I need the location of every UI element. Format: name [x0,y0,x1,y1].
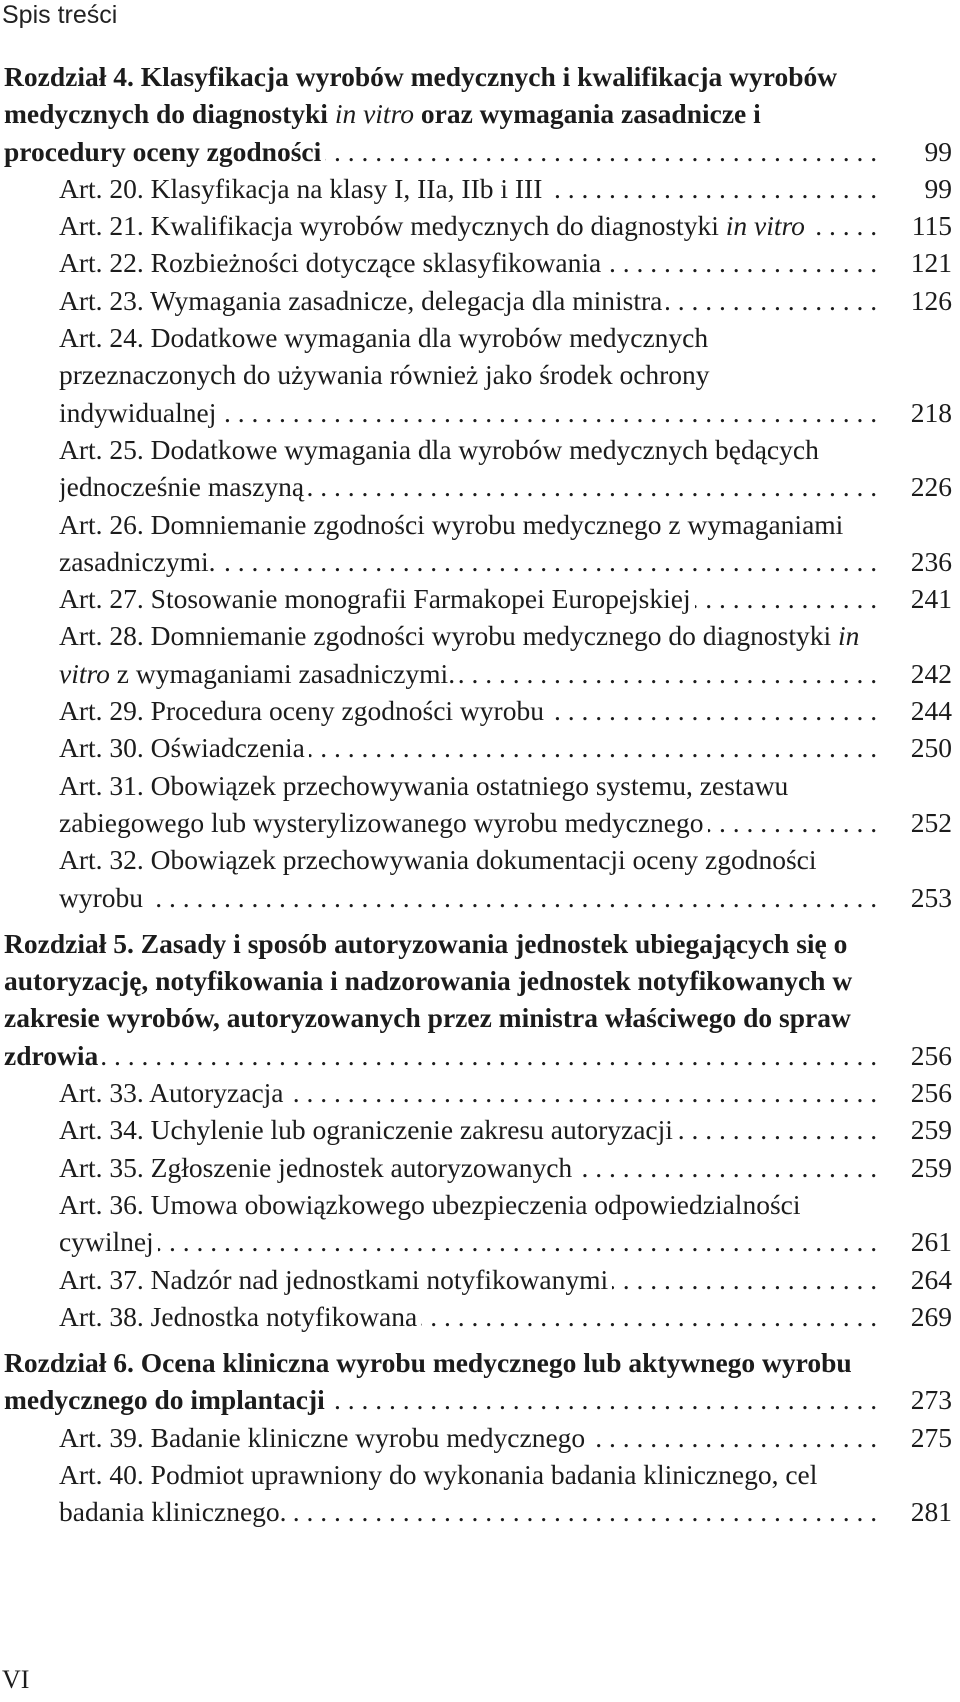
entry-title: Art. 38. Jednostka notyfikowana [59,1301,421,1332]
page-footer-number: VI [2,1665,30,1694]
page-number: 226 [910,471,952,503]
page-number: 256 [910,1077,952,1109]
page-number: 244 [910,695,952,727]
chapter-entry[interactable] [4,58,952,170]
toc-header: Spis treści [2,1,118,29]
toc-entry[interactable] [4,1298,952,1335]
page-number: 259 [910,1114,952,1146]
chapter-entry[interactable] [4,925,952,1074]
entry-title: Art. 27. Stosowanie monografii Farmakopei Europejskiej [59,583,695,614]
toc-entry[interactable] [4,1111,952,1148]
page-number: 121 [910,247,952,279]
toc-entry[interactable] [4,282,952,319]
toc-entry[interactable] [4,170,952,207]
chapter-title: Rozdział 4. Klasyfikacja wyrobów medycznych i kwalifikacja wyrobów medycznych do diagnostyki in vitro oraz wymagania zasadnicze i procedury oceny zgodności [4,61,838,167]
page-number: 273 [910,1384,952,1416]
toc-entry[interactable] [4,506,952,581]
entry-title: Art. 33. Autoryzacja [59,1077,288,1108]
entry-title: Art. 40. Podmiot uprawniony do wykonania badania klinicznego, cel badania klinicznego. [59,1458,818,1528]
toc-entry[interactable] [4,617,952,692]
entry-title: Art. 20. Klasyfikacja na klasy I, IIa, IIb i III [59,173,546,204]
page-number: 264 [910,1263,952,1295]
entry-title: Art. 39. Badanie kliniczne wyrobu medycznego [59,1422,589,1453]
table-of-contents [4,58,952,1540]
toc-entry[interactable] [4,207,952,244]
chapter-title: Rozdział 5. Zasady i sposób autoryzowania jednostek ubiegających się o autoryzację, notyfikowania i nadzorowania jednostek notyfikowanych w zakresie wyrobów, autoryzowanych przez ministra właściwego do spraw zdrowia [4,927,853,1071]
entry-title: Art. 26. Domniemanie zgodności wyrobu medycznego z wymaganiami zasadniczymi. [59,508,844,577]
entry-title: Art. 28. Domniemanie zgodności wyrobu medycznego do diagnostyki in vitro z wymaganiami zasadniczymi. [59,620,860,689]
page-number: 236 [910,545,952,577]
page-number: 99 [924,135,952,167]
page-number: 261 [910,1226,952,1258]
entry-title: Art. 34. Uchylenie lub ograniczenie zakresu autoryzacji [59,1114,677,1145]
entry-title: Art. 36. Umowa obowiązkowego ubezpieczenia odpowiedzialności cywilnej [59,1188,801,1258]
entry-title: Art. 37. Nadzór nad jednostkami notyfikowanymi [59,1264,612,1295]
toc-entry[interactable] [4,692,952,729]
toc-entry[interactable] [4,1419,952,1456]
toc-entry[interactable] [4,580,952,617]
page-number: 269 [910,1300,952,1332]
chapter-title: Rozdział 6. Ocena kliniczna wyrobu medycznego lub aktywnego wyrobu medycznego do implantacji [4,1347,852,1416]
toc-entry[interactable] [4,1074,952,1111]
entry-title: Art. 35. Zgłoszenie jednostek autoryzowanych [59,1152,576,1183]
entry-title: Art. 31. Obowiązek przechowywania ostatniego systemu, zestawu zabiegowego lub wysterylizowanego wyrobu medycznego [59,769,789,838]
entry-title: Art. 29. Procedura oceny zgodności wyrobu [59,695,548,726]
chapter-5 [4,925,952,1335]
page-number: 250 [910,732,952,764]
toc-entry[interactable] [4,431,952,506]
page-number: 115 [911,210,952,242]
entry-title: Art. 30. Oświadczenia [59,732,309,763]
entry-title: Art. 25. Dodatkowe wymagania dla wyrobów medycznych będących jednocześnie maszyną [59,433,819,503]
chapter-4 [4,58,952,916]
page-number: 275 [910,1421,952,1453]
page-number: 256 [910,1039,952,1071]
page-number: 253 [910,881,952,913]
page-number: 99 [924,172,952,204]
toc-entry[interactable] [4,1261,952,1298]
toc-entry[interactable] [4,729,952,766]
page-number: 218 [910,396,952,428]
chapter-entry[interactable] [4,1344,952,1419]
toc-entry[interactable] [4,767,952,842]
toc-entry[interactable] [4,1456,952,1531]
page-number: 281 [910,1496,952,1528]
toc-entry[interactable] [4,244,952,281]
entry-title: Art. 24. Dodatkowe wymagania dla wyrobów medycznych przeznaczonych do używania również jako środek ochrony indywidualnej [59,322,710,428]
toc-entry[interactable] [4,1149,952,1186]
page-number: 259 [910,1151,952,1183]
entry-title: Art. 23. Wymagania zasadnicze, delegacja dla ministra [59,285,666,316]
toc-entry[interactable] [4,1186,952,1261]
page-number: 252 [910,806,952,838]
entry-title: Art. 22. Rozbieżności dotyczące sklasyfikowania [59,247,605,278]
page-number: 126 [910,284,952,316]
page-number: 242 [910,657,952,689]
chapter-6 [4,1344,952,1530]
page-number: 241 [910,583,952,615]
toc-entry[interactable] [4,319,952,431]
entry-title: Art. 21. Kwalifikacja wyrobów medycznych do diagnostyki in vitro [59,210,809,241]
entry-title: Art. 32. Obowiązek przechowywania dokumentacji oceny zgodności wyrobu [59,844,817,913]
toc-entry[interactable] [4,841,952,916]
